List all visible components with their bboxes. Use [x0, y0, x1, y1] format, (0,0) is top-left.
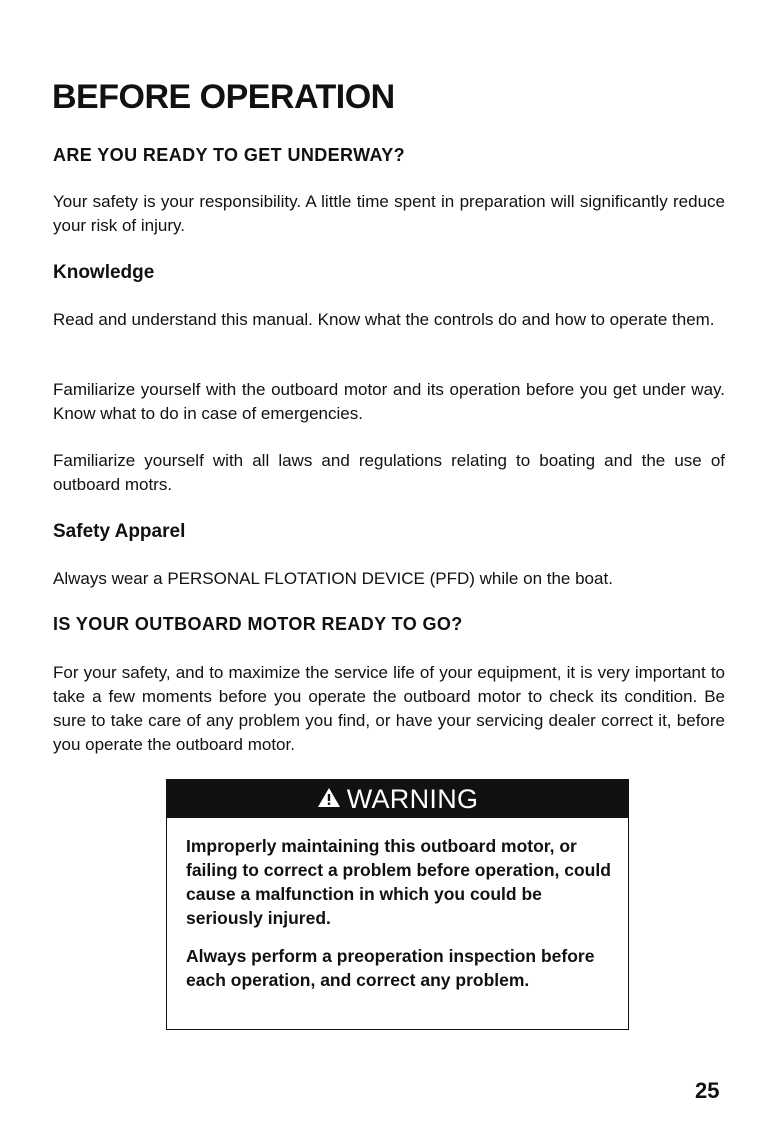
ready-paragraph: Your safety is your responsibility. A little time spent in preparation will significantly reduce your risk of injury. — [53, 192, 725, 235]
knowledge-heading: Knowledge — [53, 262, 155, 283]
motor-paragraph: For your safety, and to maximize the service life of your equipment, it is very important to take a few moments before you operate the outboard motor to check its condition. Be sure to take care of any problem you find, or have your servicing dealer correct it, before you operate the outboard motor. — [53, 663, 725, 754]
apparel-heading: Safety Apparel — [53, 521, 186, 542]
ready-heading: ARE YOU READY TO GET UNDERWAY? — [53, 145, 406, 165]
page-title: BEFORE OPERATION — [52, 78, 395, 116]
warning-title: WARNING — [346, 783, 479, 814]
knowledge-paragraph-3: Familiarize yourself with all laws and regulations relating to boating and the use of outboard motrs. — [53, 451, 725, 494]
warning-header — [167, 780, 628, 818]
warning-triangle-icon — [317, 784, 347, 815]
warning-text-2: Always perform a preoperation inspection before each operation, and correct any problem. — [186, 946, 595, 990]
apparel-paragraph: Always wear a PERSONAL FLOTATION DEVICE (PFD) while on the boat. — [53, 569, 613, 588]
knowledge-paragraph-1: Read and understand this manual. Know what the controls do and how to operate them. — [53, 310, 715, 329]
motor-heading: IS YOUR OUTBOARD MOTOR READY TO GO? — [53, 614, 463, 634]
warning-text-1: Improperly maintaining this outboard motor, or failing to correct a problem before operation, could cause a malfunction in which you could be seriously injured. — [186, 836, 611, 928]
page-number: 25 — [695, 1078, 720, 1103]
warning-box — [166, 779, 629, 1030]
knowledge-paragraph-2: Familiarize yourself with the outboard motor and its operation before you get under way. Know what to do in case of emergencies. — [53, 380, 725, 423]
